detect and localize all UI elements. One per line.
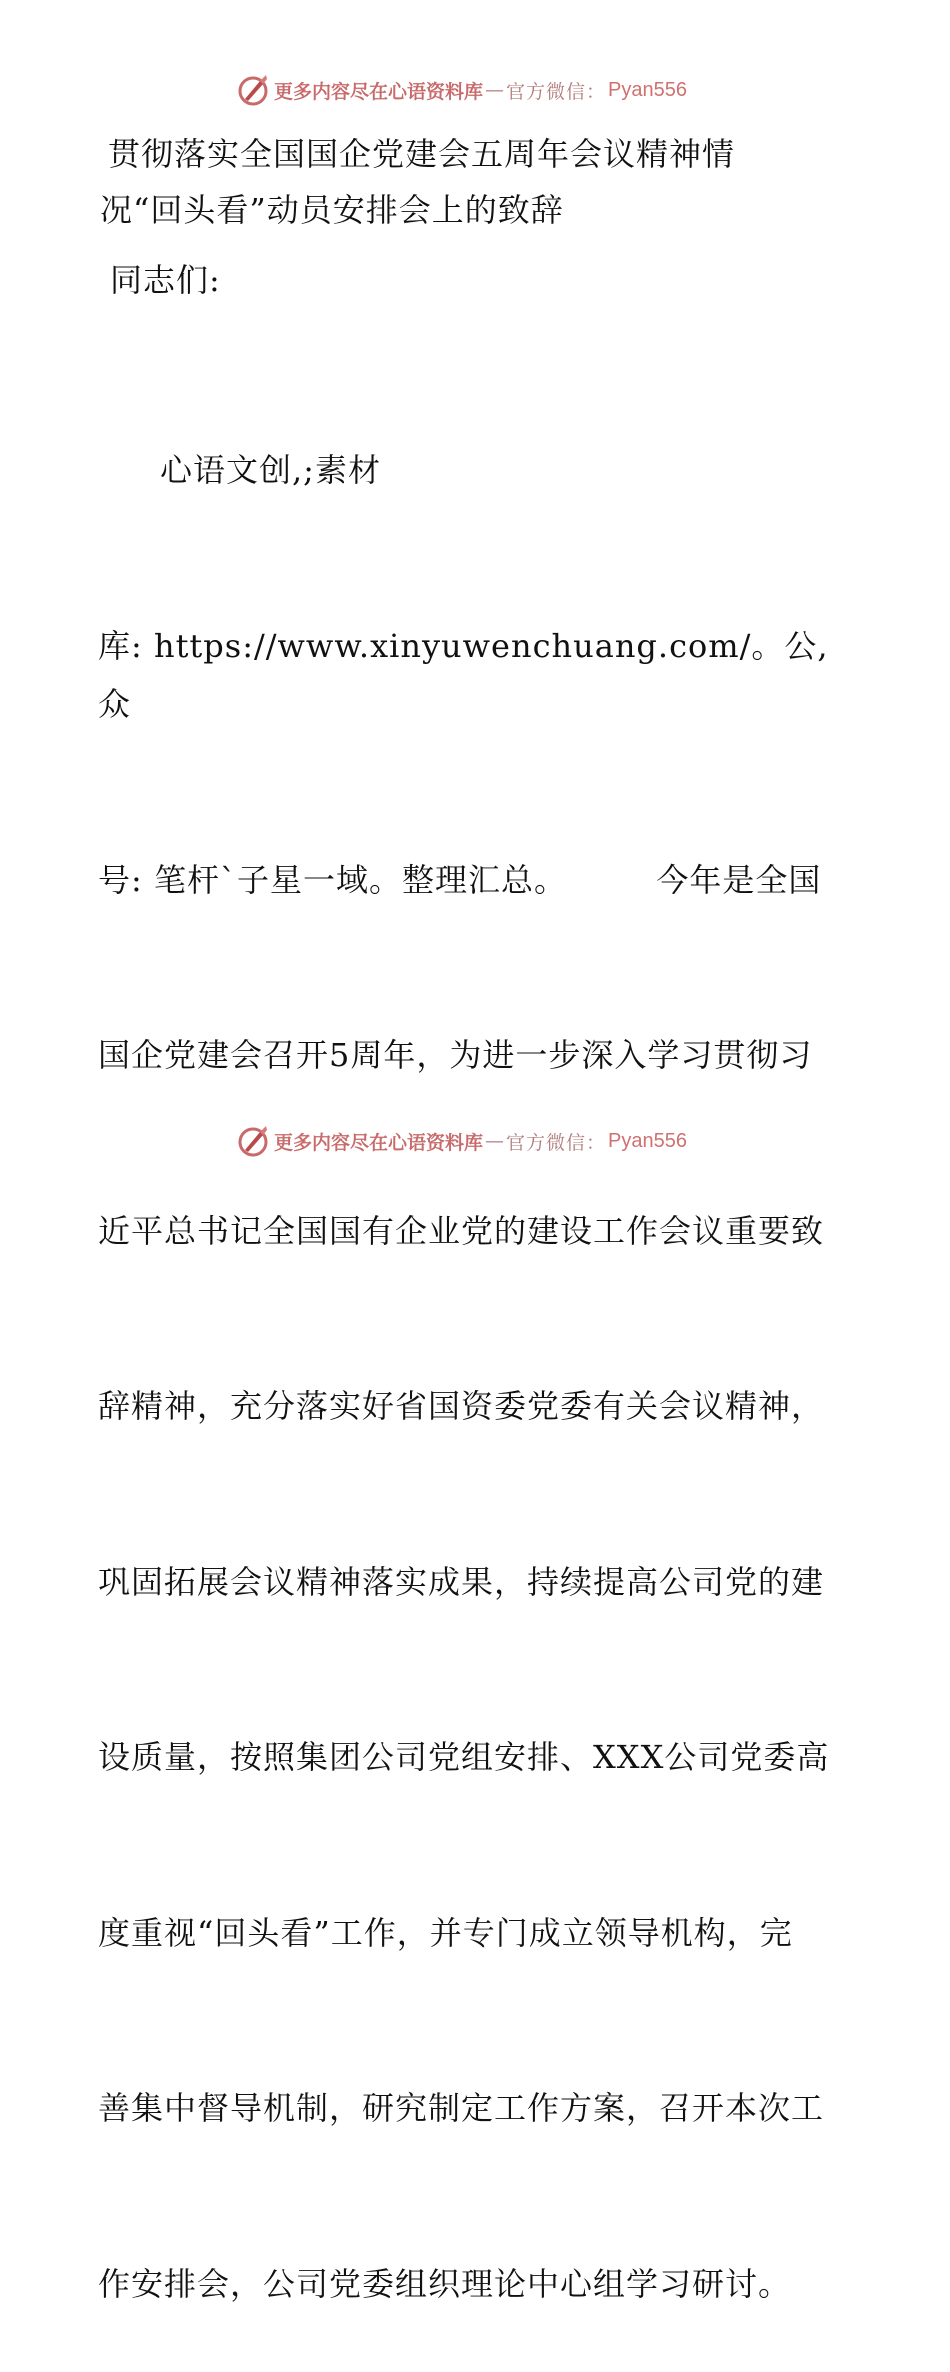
body-line-5: 近平总书记全国国有企业党的建设工作会议重要致 bbox=[98, 1211, 825, 1250]
body-line-3: 号: 笔杆`子星一域。整理汇总。 今年是全国 bbox=[98, 860, 822, 899]
document-title bbox=[100, 126, 860, 238]
body-line-1: 心语文创,;素材 bbox=[160, 451, 381, 489]
body-line-4: 国企党建会召开5周年，为进一步深入学习贯彻习 bbox=[98, 1036, 813, 1074]
watermark-top bbox=[236, 72, 687, 108]
watermark-dash: — bbox=[485, 1130, 505, 1152]
body-line-9: 度重视“回头看”工作，并专门成立领导机构，完 bbox=[98, 1913, 793, 1952]
body-line-2: 库: https://www.xinyuwenchuang.com/。公,众 bbox=[98, 626, 829, 723]
watermark-dash: — bbox=[485, 79, 505, 101]
body-line-8: 设质量，按照集团公司党组安排、XXX公司党委高 bbox=[98, 1738, 830, 1776]
body-line-6: 辞精神，充分落实好省国资委党委有关会议精神， bbox=[98, 1387, 825, 1425]
body-line-7: 巩固拓展会议精神落实成果，持续提高公司党的建 bbox=[98, 1562, 825, 1601]
body-line-10: 善集中督导机制，研究制定工作方案，召开本次工 bbox=[98, 2089, 825, 2127]
watermark-wechat-label: 官方微信： bbox=[506, 80, 607, 103]
watermark-wechat-id: Pyan556 bbox=[608, 78, 687, 101]
greeting: 同志们: bbox=[110, 261, 221, 299]
quill-pen-circle-icon bbox=[236, 1124, 270, 1158]
title-line-1: 贯彻落实全国国企党建会五周年会议精神情 bbox=[108, 135, 736, 173]
watermark-bottom bbox=[236, 1123, 687, 1159]
body-line-11: 作安排会，公司党委组织理论中心组学习研讨。 bbox=[98, 2264, 792, 2303]
watermark-main-text: 更多内容尽在心语资料库 bbox=[274, 1131, 484, 1154]
title-line-2: 况“回头看”动员安排会上的致辞 bbox=[100, 191, 564, 229]
watermark-wechat-id: Pyan556 bbox=[608, 1129, 687, 1152]
body-paragraph bbox=[98, 324, 850, 2372]
watermark-main-text: 更多内容尽在心语资料库 bbox=[274, 80, 484, 103]
watermark-wechat-label: 官方微信： bbox=[506, 1131, 607, 1154]
quill-pen-circle-icon bbox=[236, 73, 270, 107]
